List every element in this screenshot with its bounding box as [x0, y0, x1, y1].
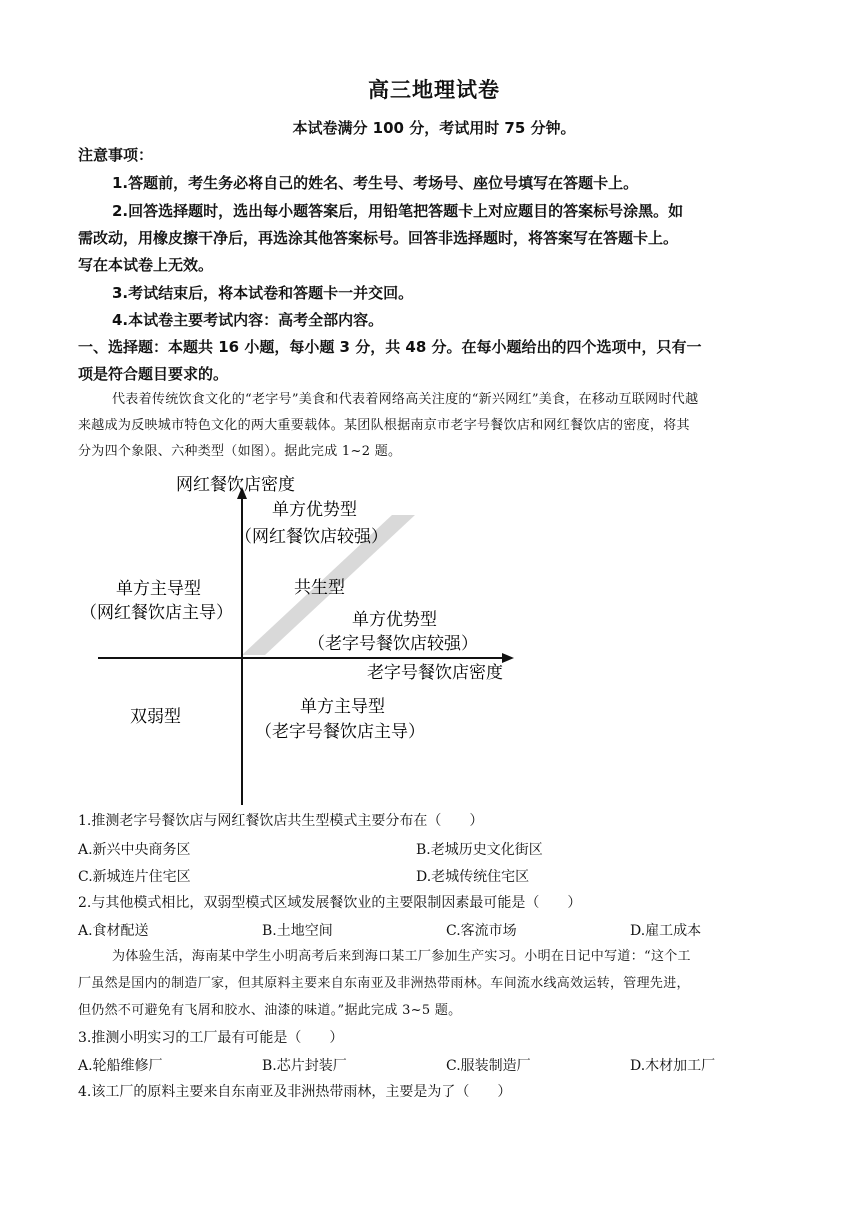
question-1-option-c: C.新城连片住宅区	[78, 869, 191, 885]
quadrant-right-type: 单方优势型	[352, 610, 437, 630]
page-subtitle: 本试卷满分 100 分，考试用时 75 分钟。	[292, 119, 576, 137]
quadrant-left-note: （网红餐饮店主导）	[80, 603, 233, 623]
passage-2-line-3: 但仍然不可避免有飞屑和胶水、油漆的味道。”据此完成 3~5 题。	[78, 1003, 462, 1018]
passage-1-line-2: 来越成为反映城市特色文化的两大重要载体。某团队根据南京市老字号餐饮店和网红餐饮店的密度，将其	[78, 418, 690, 433]
notice-item-2-line-2: 需改动，用橡皮擦干净后，再选涂其他答案标号。回答非选择题时，将答案写在答题卡上。	[78, 229, 679, 247]
section-1-heading-line-1: 一、选择题：本题共 16 小题，每小题 3 分，共 48 分。在每小题给出的四个选项中，只有一	[78, 338, 702, 356]
notice-heading: 注意事项：	[78, 146, 154, 164]
question-2-stem: 2.与其他模式相比，双弱型模式区域发展餐饮业的主要限制因素最可能是（ ）	[78, 895, 582, 911]
question-1-stem: 1.推测老字号餐饮店与网红餐饮店共生型模式主要分布在（ ）	[78, 813, 484, 829]
notice-item-3: 3.考试结束后，将本试卷和答题卡一并交回。	[112, 284, 414, 302]
question-1-option-b: B.老城历史文化街区	[416, 842, 543, 858]
question-2-option-d: D.雇工成本	[630, 923, 702, 939]
page-title: 高三地理试卷	[368, 78, 500, 102]
question-3-option-c: C.服装制造厂	[446, 1058, 531, 1074]
section-1-heading-line-2: 项是符合题目要求的。	[78, 365, 229, 383]
x-axis-arrow	[502, 653, 514, 663]
question-3-stem: 3.推测小明实习的工厂最有可能是（ ）	[78, 1030, 344, 1046]
quadrant-bottom-right-type: 单方主导型	[300, 697, 385, 717]
quadrant-bottom-right-note: （老字号餐饮店主导）	[255, 722, 425, 742]
question-1-option-d: D.老城传统住宅区	[416, 869, 530, 885]
passage-1-line-3: 分为四个象限、六种类型（如图）。据此完成 1~2 题。	[78, 444, 402, 459]
y-axis-label: 网红餐饮店密度	[176, 475, 295, 495]
quadrant-top-type: 单方优势型	[272, 500, 357, 520]
question-4-stem: 4.该工厂的原料主要来自东南亚及非洲热带雨林，主要是为了（ ）	[78, 1084, 512, 1100]
question-2-option-c: C.客流市场	[446, 923, 517, 939]
symbiosis-label: 共生型	[294, 578, 345, 598]
question-3-option-a: A.轮船维修厂	[78, 1058, 163, 1074]
question-2-option-b: B.土地空间	[262, 923, 333, 939]
notice-item-2-line-1: 2.回答选择题时，选出每小题答案后，用铅笔把答题卡上对应题目的答案标号涂黑。如	[112, 202, 684, 220]
notice-item-4: 4.本试卷主要考试内容：高考全部内容。	[112, 311, 384, 329]
quadrant-right-note: （老字号餐饮店较强）	[308, 634, 478, 654]
quadrant-top-note: （网红餐饮店较强）	[235, 527, 388, 547]
question-3-option-b: B.芯片封装厂	[262, 1058, 347, 1074]
quadrant-bottom-left-type: 双弱型	[130, 707, 181, 727]
question-3-option-d: D.木材加工厂	[630, 1058, 716, 1074]
quadrant-left-type: 单方主导型	[116, 579, 201, 599]
question-2-option-a: A.食材配送	[78, 923, 149, 939]
passage-1-line-1: 代表着传统饮食文化的“老字号”美食和代表着网络高关注度的“新兴网红”美食，在移动互联网时代越	[112, 392, 699, 407]
passage-2-line-2: 厂虽然是国内的制造厂家，但其原料主要来自东南亚及非洲热带雨林。车间流水线高效运转，管理先进，	[78, 976, 690, 991]
notice-item-1: 1.答题前，考生务必将自己的姓名、考生号、考场号、座位号填写在答题卡上。	[112, 174, 639, 192]
quadrant-diagram	[0, 465, 868, 815]
question-1-option-a: A.新兴中央商务区	[78, 842, 191, 858]
passage-2-line-1: 为体验生活，海南某中学生小明高考后来到海口某工厂参加生产实习。小明在日记中写道：“这个工	[112, 949, 691, 964]
notice-item-2-line-3: 写在本试卷上无效。	[78, 256, 214, 274]
x-axis-label: 老字号餐饮店密度	[367, 663, 503, 683]
